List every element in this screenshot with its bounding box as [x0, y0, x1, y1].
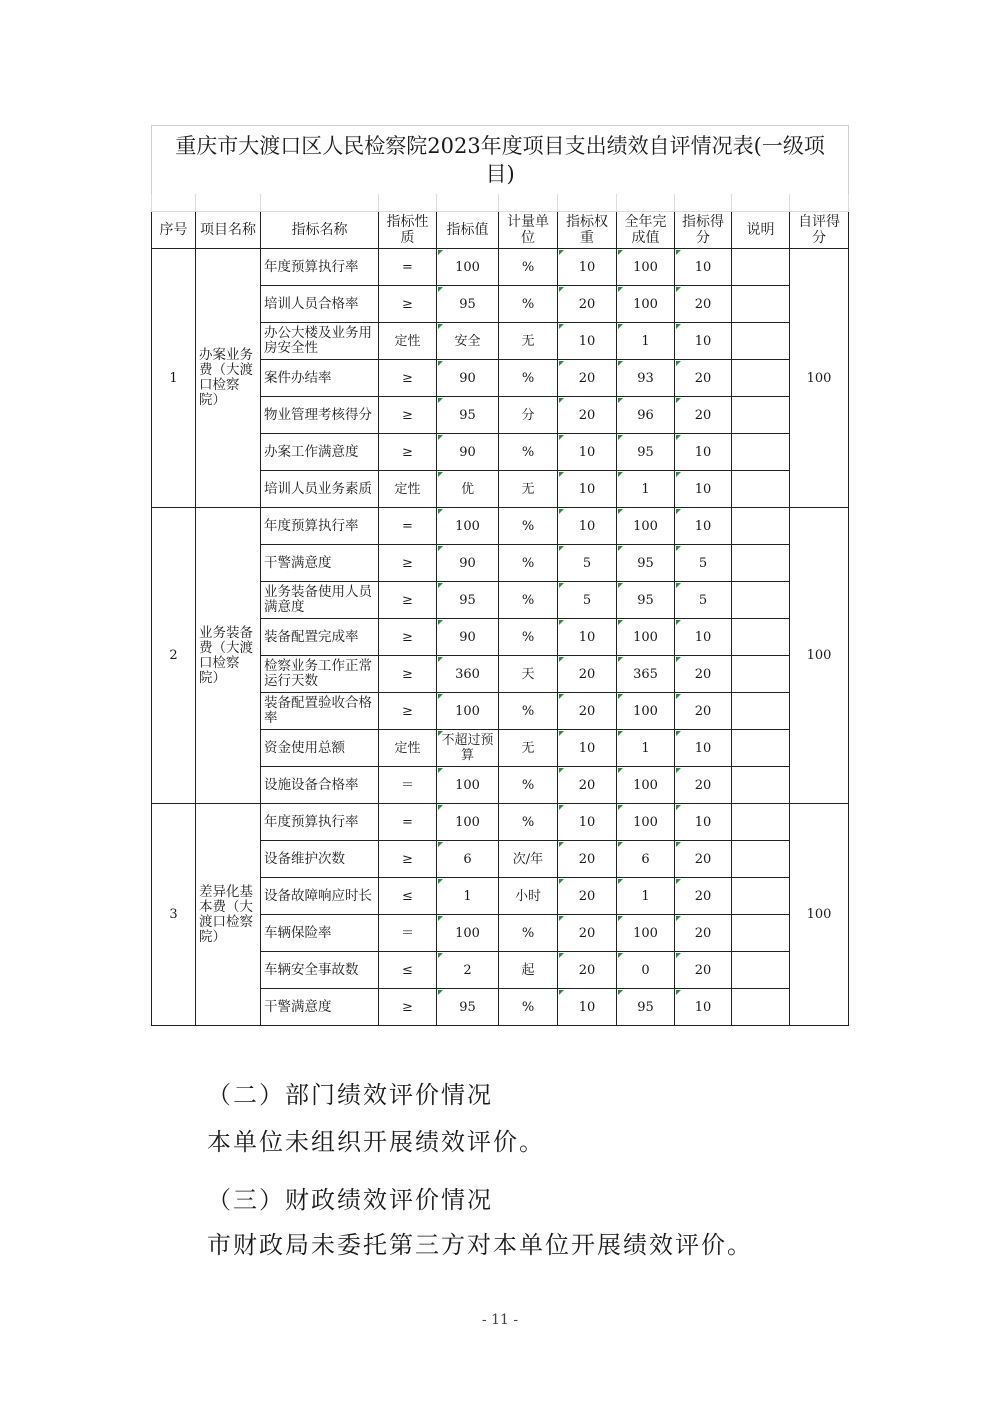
weight: 10	[558, 471, 617, 508]
indicator-name: 检察业务工作正常运行天数	[261, 656, 379, 693]
indicator-score: 10	[675, 619, 732, 656]
project-seq: 3	[152, 804, 196, 1026]
weight: 10	[558, 508, 617, 545]
unit: 次/年	[499, 841, 558, 878]
actual-value: 6	[617, 841, 675, 878]
weight: 5	[558, 545, 617, 582]
unit: 无	[499, 471, 558, 508]
unit: 无	[499, 323, 558, 360]
note	[732, 841, 790, 878]
unit: 分	[499, 397, 558, 434]
note	[732, 952, 790, 989]
indicator-nature: ≤	[379, 952, 437, 989]
unit: 起	[499, 952, 558, 989]
indicator-name: 资金使用总额	[261, 730, 379, 767]
note	[732, 804, 790, 841]
target-value: 95	[437, 286, 499, 323]
indicator-name: 办公大楼及业务用房安全性	[261, 323, 379, 360]
indicator-nature: 定性	[379, 323, 437, 360]
note	[732, 249, 790, 286]
indicator-nature: ≥	[379, 619, 437, 656]
indicator-score: 20	[675, 915, 732, 952]
actual-value: 100	[617, 619, 675, 656]
actual-value: 95	[617, 989, 675, 1026]
indicator-score: 10	[675, 434, 732, 471]
table-row	[152, 804, 849, 841]
indicator-score: 20	[675, 878, 732, 915]
indicator-score: 20	[675, 767, 732, 804]
weight: 20	[558, 693, 617, 730]
target-value: 360	[437, 656, 499, 693]
unit: %	[499, 360, 558, 397]
project-seq: 2	[152, 508, 196, 804]
weight: 10	[558, 434, 617, 471]
weight: 10	[558, 989, 617, 1026]
indicator-nature: =	[379, 249, 437, 286]
unit: %	[499, 693, 558, 730]
indicator-name: 设备维护次数	[261, 841, 379, 878]
note	[732, 434, 790, 471]
indicator-score: 10	[675, 989, 732, 1026]
actual-value: 100	[617, 693, 675, 730]
unit: 小时	[499, 878, 558, 915]
header-nature: 指标性质	[379, 212, 437, 249]
weight: 20	[558, 656, 617, 693]
actual-value: 100	[617, 767, 675, 804]
indicator-name: 培训人员合格率	[261, 286, 379, 323]
indicator-nature: =	[379, 804, 437, 841]
target-value: 95	[437, 989, 499, 1026]
target-value: 1	[437, 878, 499, 915]
indicator-name: 年度预算执行率	[261, 508, 379, 545]
indicator-score: 10	[675, 249, 732, 286]
note	[732, 693, 790, 730]
table-row	[152, 249, 849, 286]
project-self-score: 100	[790, 804, 849, 1026]
project-self-score: 100	[790, 249, 849, 508]
indicator-nature: ≥	[379, 545, 437, 582]
indicator-nature: ≥	[379, 286, 437, 323]
indicator-score: 10	[675, 730, 732, 767]
indicator-nature: ≥	[379, 989, 437, 1026]
table-header-row	[152, 212, 849, 249]
note	[732, 656, 790, 693]
weight: 20	[558, 878, 617, 915]
actual-value: 93	[617, 360, 675, 397]
note	[732, 508, 790, 545]
indicator-nature: ≥	[379, 582, 437, 619]
target-value: 95	[437, 397, 499, 434]
weight: 20	[558, 915, 617, 952]
weight: 10	[558, 804, 617, 841]
section-3-heading: （三）财政绩效评价情况	[207, 1186, 493, 1214]
note	[732, 989, 790, 1026]
target-value: 90	[437, 545, 499, 582]
unit: %	[499, 582, 558, 619]
header-seq: 序号	[152, 212, 196, 249]
target-value: 优	[437, 471, 499, 508]
unit: %	[499, 619, 558, 656]
unit: %	[499, 915, 558, 952]
actual-value: 1	[617, 730, 675, 767]
actual-value: 1	[617, 323, 675, 360]
performance-table-container	[151, 125, 848, 1026]
target-value: 6	[437, 841, 499, 878]
note	[732, 545, 790, 582]
weight: 10	[558, 249, 617, 286]
actual-value: 100	[617, 915, 675, 952]
note	[732, 286, 790, 323]
note	[732, 619, 790, 656]
weight: 5	[558, 582, 617, 619]
indicator-nature: ≥	[379, 434, 437, 471]
indicator-score: 20	[675, 693, 732, 730]
actual-value: 1	[617, 471, 675, 508]
indicator-name: 年度预算执行率	[261, 804, 379, 841]
actual-value: 1	[617, 878, 675, 915]
indicator-name: 办案工作满意度	[261, 434, 379, 471]
header-indicator: 指标名称	[261, 212, 379, 249]
indicator-score: 5	[675, 582, 732, 619]
weight: 20	[558, 286, 617, 323]
indicator-score: 20	[675, 656, 732, 693]
section-2-heading: （二）部门绩效评价情况	[207, 1081, 493, 1109]
indicator-score: 20	[675, 286, 732, 323]
indicator-name: 年度预算执行率	[261, 249, 379, 286]
unit: %	[499, 545, 558, 582]
indicator-name: 物业管理考核得分	[261, 397, 379, 434]
indicator-score: 20	[675, 397, 732, 434]
project-name: 办案业务费（大渡口检察院）	[196, 249, 261, 508]
actual-value: 365	[617, 656, 675, 693]
header-actual: 全年完成值	[617, 212, 675, 249]
indicator-name: 车辆保险率	[261, 915, 379, 952]
indicator-name: 干警满意度	[261, 545, 379, 582]
indicator-nature: ≤	[379, 878, 437, 915]
indicator-nature: ＝	[379, 767, 437, 804]
indicator-name: 车辆安全事故数	[261, 952, 379, 989]
weight: 10	[558, 323, 617, 360]
actual-value: 100	[617, 508, 675, 545]
project-seq: 1	[152, 249, 196, 508]
unit: %	[499, 286, 558, 323]
actual-value: 100	[617, 804, 675, 841]
target-value: 100	[437, 804, 499, 841]
indicator-score: 20	[675, 360, 732, 397]
weight: 10	[558, 619, 617, 656]
actual-value: 95	[617, 582, 675, 619]
indicator-name: 干警满意度	[261, 989, 379, 1026]
indicator-nature: ≥	[379, 693, 437, 730]
indicator-nature: ≥	[379, 360, 437, 397]
target-value: 安全	[437, 323, 499, 360]
indicator-nature: ≥	[379, 841, 437, 878]
section-2-body: 本单位未组织开展绩效评价。	[207, 1128, 545, 1156]
table-row	[152, 508, 849, 545]
unit: 无	[499, 730, 558, 767]
header-target: 指标值	[437, 212, 499, 249]
header-unit: 计量单位	[499, 212, 558, 249]
indicator-nature: =	[379, 508, 437, 545]
actual-value: 100	[617, 286, 675, 323]
note	[732, 730, 790, 767]
project-name: 业务装备费（大渡口检察院）	[196, 508, 261, 804]
table-title: 重庆市大渡口区人民检察院2023年度项目支出绩效自评情况表(一级项目)	[152, 126, 849, 195]
note	[732, 397, 790, 434]
indicator-score: 10	[675, 323, 732, 360]
indicator-score: 20	[675, 952, 732, 989]
unit: %	[499, 508, 558, 545]
target-value: 100	[437, 693, 499, 730]
section-3-body: 市财政局未委托第三方对本单位开展绩效评价。	[207, 1231, 753, 1259]
target-value: 100	[437, 767, 499, 804]
target-value: 100	[437, 508, 499, 545]
indicator-score: 5	[675, 545, 732, 582]
indicator-name: 设备故障响应时长	[261, 878, 379, 915]
weight: 20	[558, 397, 617, 434]
indicator-name: 案件办结率	[261, 360, 379, 397]
target-value: 90	[437, 619, 499, 656]
unit: %	[499, 989, 558, 1026]
header-weight: 指标权重	[558, 212, 617, 249]
actual-value: 95	[617, 545, 675, 582]
target-value: 100	[437, 915, 499, 952]
project-self-score: 100	[790, 508, 849, 804]
weight: 10	[558, 730, 617, 767]
indicator-score: 10	[675, 508, 732, 545]
header-note: 说明	[732, 212, 790, 249]
weight: 20	[558, 841, 617, 878]
page-number: - 11 -	[481, 1312, 519, 1328]
indicator-nature: 定性	[379, 471, 437, 508]
actual-value: 95	[617, 434, 675, 471]
target-value: 100	[437, 249, 499, 286]
note	[732, 878, 790, 915]
note	[732, 767, 790, 804]
target-value: 2	[437, 952, 499, 989]
header-self-score: 自评得分	[790, 212, 849, 249]
unit: %	[499, 804, 558, 841]
indicator-name: 培训人员业务素质	[261, 471, 379, 508]
weight: 20	[558, 360, 617, 397]
header-score: 指标得分	[675, 212, 732, 249]
target-value: 90	[437, 360, 499, 397]
performance-table	[151, 125, 849, 1026]
indicator-name: 业务装备使用人员满意度	[261, 582, 379, 619]
unit: %	[499, 249, 558, 286]
actual-value: 100	[617, 249, 675, 286]
unit: %	[499, 767, 558, 804]
unit: %	[499, 434, 558, 471]
indicator-name: 装备配置完成率	[261, 619, 379, 656]
target-value: 90	[437, 434, 499, 471]
indicator-score: 20	[675, 841, 732, 878]
table-spacer-row	[152, 194, 849, 212]
indicator-name: 装备配置验收合格率	[261, 693, 379, 730]
indicator-nature: ≥	[379, 397, 437, 434]
header-project: 项目名称	[196, 212, 261, 249]
note	[732, 471, 790, 508]
weight: 20	[558, 767, 617, 804]
note	[732, 360, 790, 397]
note	[732, 915, 790, 952]
indicator-nature: 定性	[379, 730, 437, 767]
indicator-nature: ≥	[379, 656, 437, 693]
indicator-nature: ＝	[379, 915, 437, 952]
project-name: 差异化基本费（大渡口检察院）	[196, 804, 261, 1026]
actual-value: 0	[617, 952, 675, 989]
note	[732, 323, 790, 360]
target-value: 不超过预算	[437, 730, 499, 767]
actual-value: 96	[617, 397, 675, 434]
indicator-score: 10	[675, 471, 732, 508]
indicator-score: 10	[675, 804, 732, 841]
unit: 天	[499, 656, 558, 693]
table-title-row	[152, 126, 849, 195]
indicator-name: 设施设备合格率	[261, 767, 379, 804]
target-value: 95	[437, 582, 499, 619]
note	[732, 582, 790, 619]
weight: 20	[558, 952, 617, 989]
